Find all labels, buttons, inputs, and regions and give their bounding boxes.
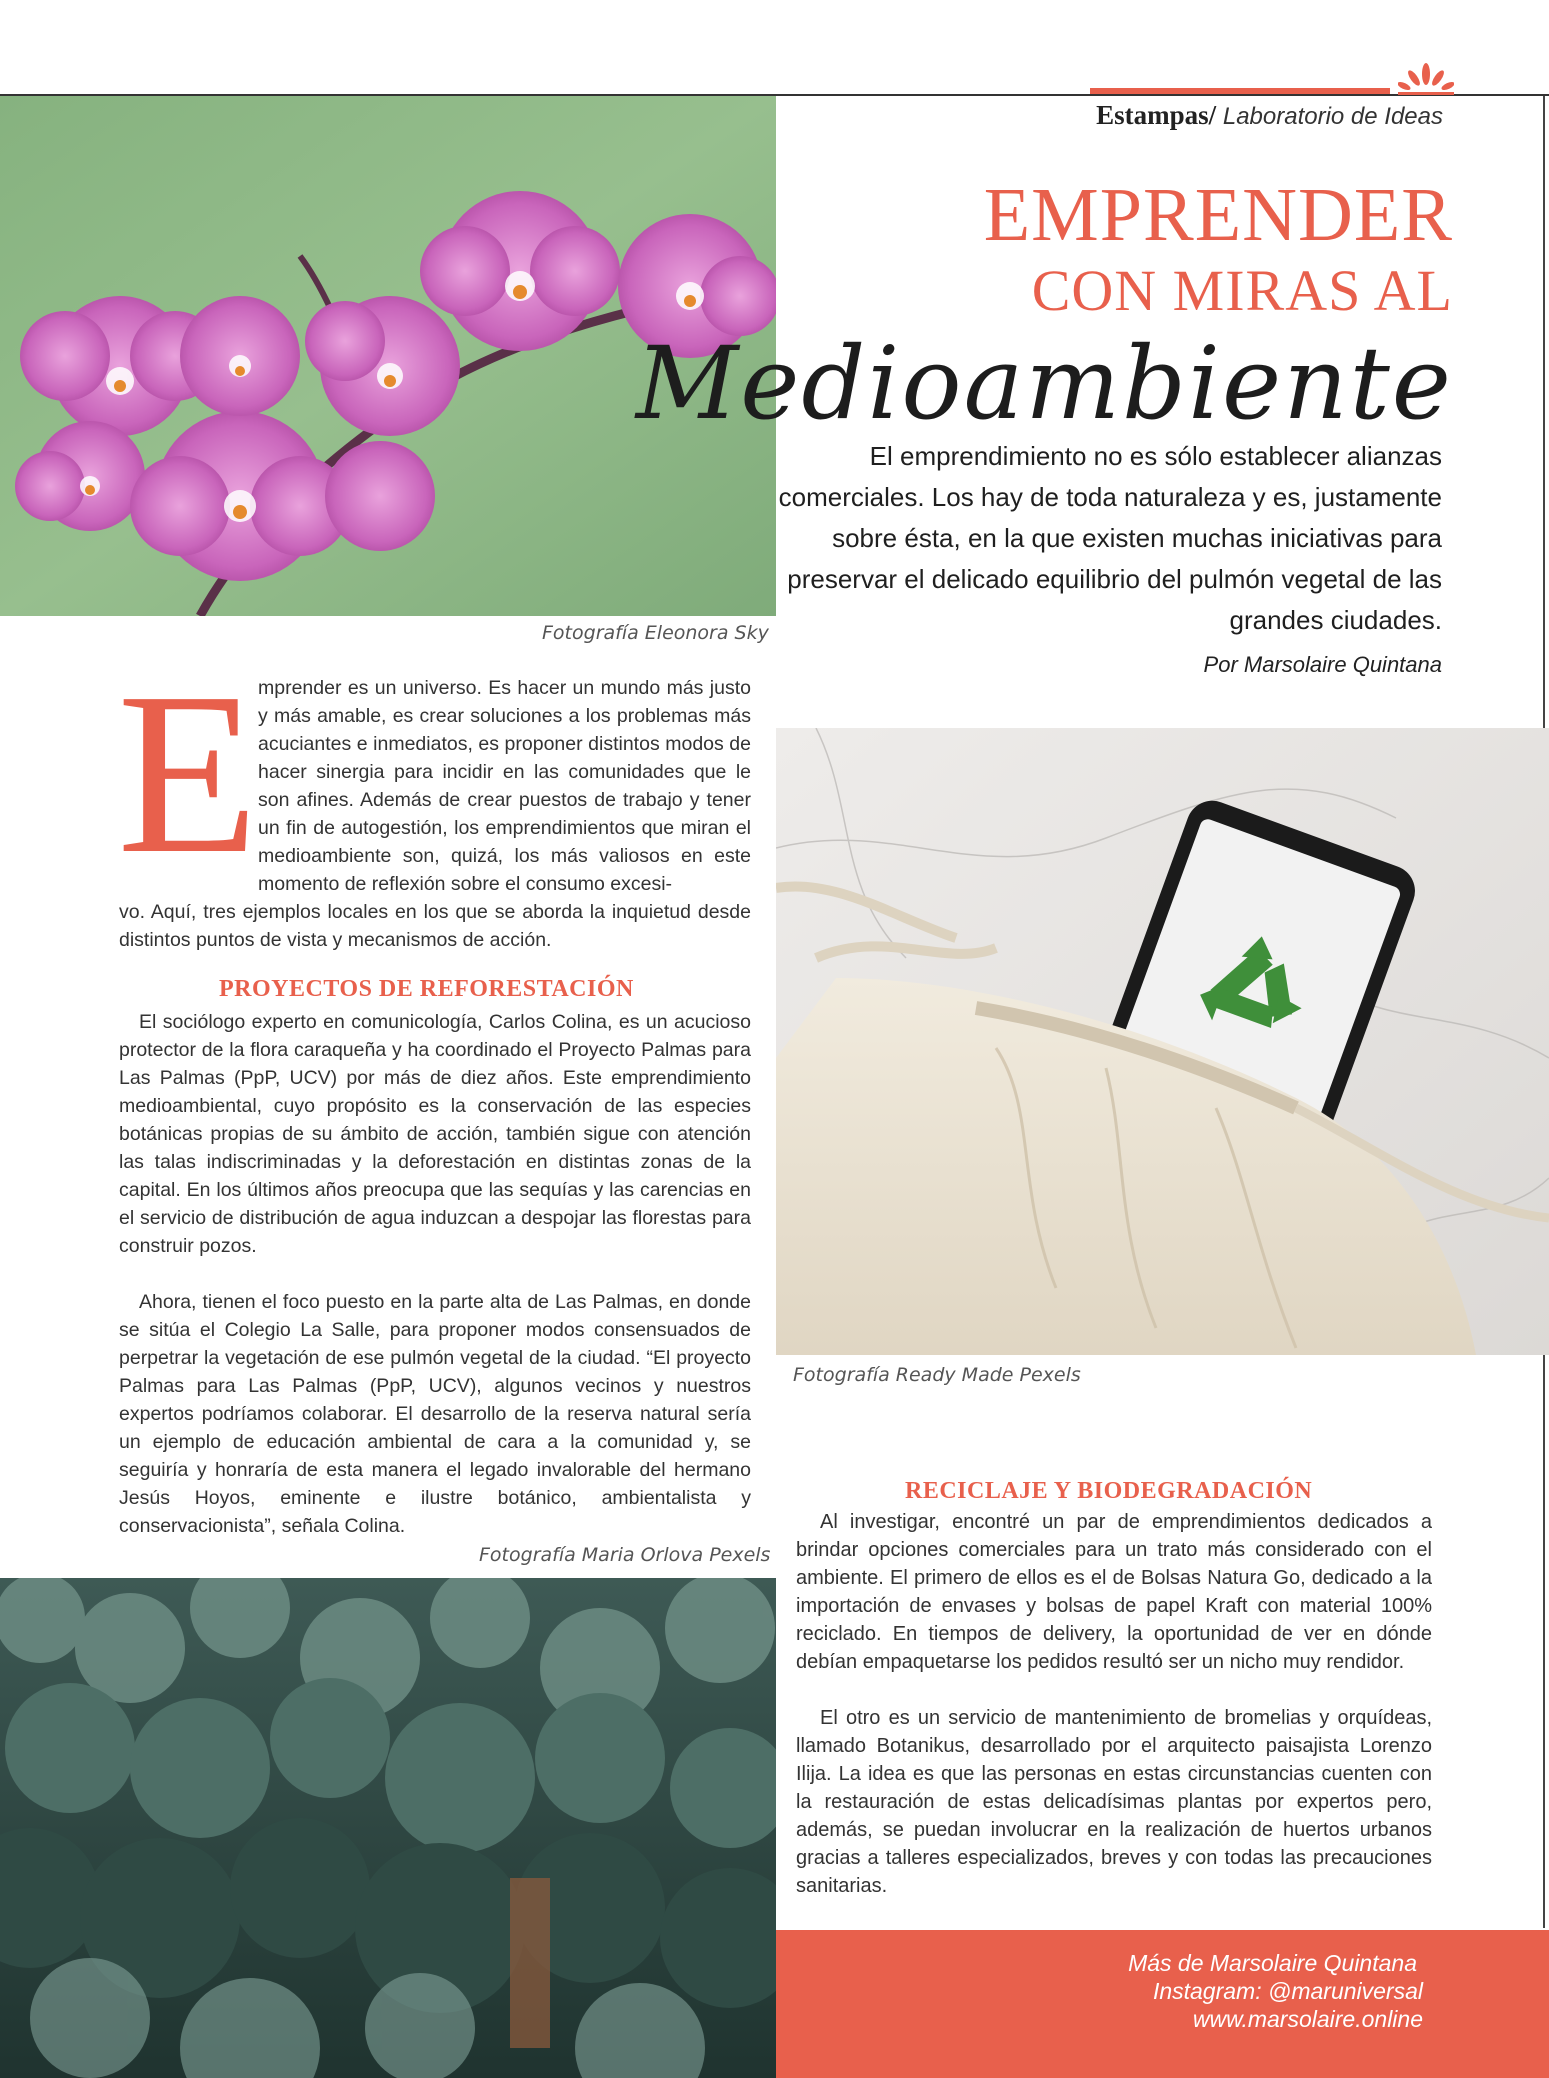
footer-instagram: Instagram: @maruniversal	[1152, 1978, 1423, 2004]
intro-paragraph-rest: vo. Aquí, tres ejemplos locales en los que se aborda la inquietud desde distintos puntos de vista y mecanismos de acción.	[119, 901, 751, 951]
recycle-phone-photo	[776, 728, 1549, 1355]
flower-ornament-icon	[1398, 60, 1454, 96]
paragraph-reforestacion-2: Ahora, tienen el foco puesto en la parte alta de Las Palmas, en donde se sitúa el Colegio La Salle, para proponer modos consensuados de perpetrar la vegetación de ese pulmón vegetal de la ciudad. “El proyecto Palmas para Las Palmas (PpP, UCV), algunos vecinos y nuestros expertos podríamos colaborar. El desarrollo de la reserva natural sería un ejemplo de educación ambiental de cara a la comunidad y, se seguiría y honraría de esta manera el legado invalorable del hermano Jesús Hoyos, eminente e ilustre botánico, ambientalista y conservacionista”, señala Colina.	[119, 1291, 751, 1537]
article-intro: El emprendimiento no es sólo establecer alianzas comerciales. Los hay de toda naturaleza y es, justamente sobre ésta, en la que existen muchas iniciativas para preservar el delicado equilibrio del pulmón vegetal de las grandes ciudades.	[778, 441, 1442, 635]
title-line-3: Medioambiente	[635, 325, 1453, 442]
photo-credit-forest: Fotografía Maria Orlova Pexels	[479, 1544, 771, 1566]
paragraph-reforestacion-1: El sociólogo experto en comunicología, Carlos Colina, es un acucioso protector de la flora caraqueña y ha coordinado el Proyecto Palmas para Las Palmas (PpP, UCV) por más de diez años. Este emprendimiento medioambiental, cuyo propósito es la conservación de las especies botánicas propias de su ámbito de acción, también sigue con atención las talas indiscriminadas y la deforestación en distintas zonas de la capital. En los últimos años preocupa que las sequías y las carencias en el servicio de distribución de agua induzcan a despojar las florestas para construir pozos.	[119, 1011, 751, 1257]
title-line-1: EMPRENDER	[983, 173, 1453, 257]
section-subtitle: Laboratorio de Ideas	[1216, 103, 1443, 130]
photo-credit-phone: Fotografía Ready Made Pexels	[793, 1364, 1081, 1386]
subhead-reciclaje: RECICLAJE Y BIODEGRADACIÓN	[905, 1478, 1313, 1504]
section-name: Estampas/	[1096, 100, 1217, 130]
intro-paragraph-first: mprender es un universo. Es hacer un mundo más justo y más amable, es crear soluciones a los problemas más acuciantes e inmediatos, es proponer distintos modos de hacer sinergia para incidir en las comunidades que le son afines. Además de crear puestos de trabajo y tener un fin de autogestión, los emprendimientos que miran el medioambiente son, quizá, los más valiosos en este momento de reflexión sobre el consumo excesi-	[258, 677, 751, 895]
title-line-2: CON MIRAS AL	[1031, 258, 1453, 323]
byline: Por Marsolaire Quintana	[1203, 652, 1442, 677]
header-accent-bar	[1090, 88, 1390, 94]
footer-author: Más de Marsolaire Quintana	[1128, 1950, 1417, 1976]
article-title	[636, 172, 1453, 444]
author-footer	[776, 1930, 1549, 2078]
photo-credit-orchid: Fotografía Eleonora Sky	[542, 622, 769, 644]
paragraph-reciclaje-1: Al investigar, encontré un par de emprendimientos dedicados a brindar opciones comerciales para un trato más considerado con el ambiente. El primero de ellos es el de Bolsas Natura Go, dedicado a la importación de envases y bolsas de papel Kraft con material 100% reciclado. En tiempos de delivery, la oportunidad de ver en dónde debían empaquetarse los pedidos resultó ser un nicho muy rendidor.	[796, 1511, 1432, 1673]
paragraph-reciclaje-2: El otro es un servicio de mantenimiento de bromelias y orquídeas, llamado Botanikus, desarrollado por el arquitecto paisajista Lorenzo Ilija. La idea es que las personas en estas circunstancias cuenten con la restauración de estas delicadísimas plantas por expertos pero, además, se puedan involucrar en la realización de huertos urbanos gracias a talleres especializados, breves y con todas las precauciones sanitarias.	[796, 1707, 1432, 1897]
footer-website: www.marsolaire.online	[1192, 2006, 1423, 2032]
forest-photo	[0, 1578, 776, 2078]
drop-cap: E	[117, 645, 259, 902]
subhead-reforestacion: PROYECTOS DE REFORESTACIÓN	[219, 976, 634, 1002]
section-header	[1096, 100, 1443, 131]
